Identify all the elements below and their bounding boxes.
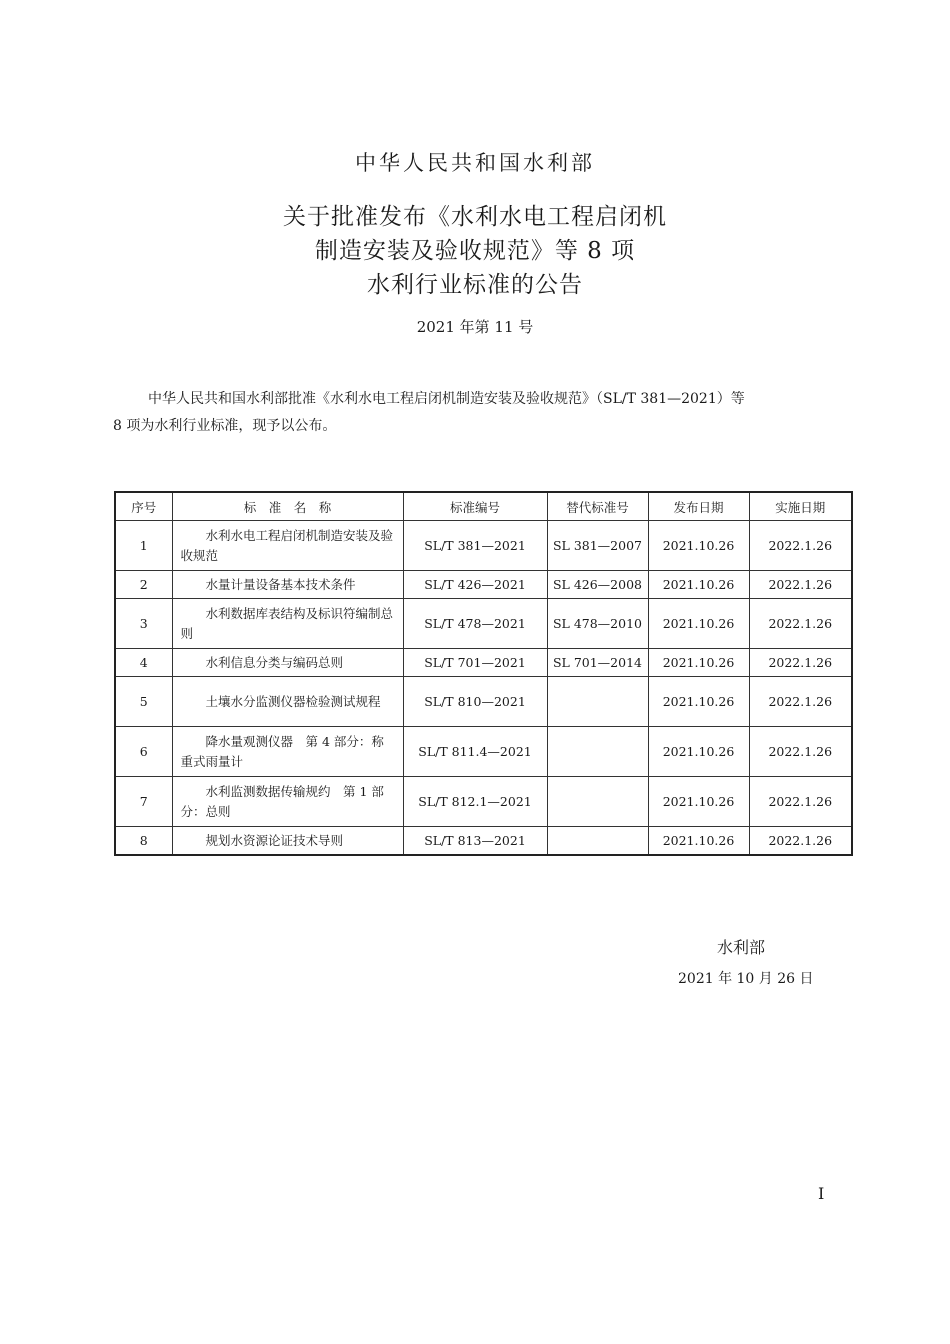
- cell-name-text: 降水量观测仪器 第 4 部分：称重式雨量计: [180, 733, 384, 769]
- cell-name: [172, 827, 403, 856]
- body-paragraph-line-2: 8 项为水利行业标准，现予以公布。: [113, 418, 337, 434]
- col-header-code: 标准编号: [403, 492, 547, 521]
- cell-replaces: [547, 827, 648, 856]
- col-header-published: 发布日期: [648, 492, 749, 521]
- col-header-effective: 实施日期: [749, 492, 852, 521]
- cell-effective: 2022.1.26: [749, 827, 852, 856]
- cell-published: 2021.10.26: [648, 571, 749, 599]
- document-number: 2021 年第 11 号: [416, 318, 534, 336]
- cell-code: SL/T 701—2021: [403, 649, 547, 677]
- cell-name: [172, 677, 403, 727]
- table-row: [115, 677, 852, 727]
- cell-code: SL/T 813—2021: [403, 827, 547, 856]
- cell-published: 2021.10.26: [648, 777, 749, 827]
- announcement-title-line-1: 关于批准发布《水利水电工程启闭机: [283, 204, 667, 230]
- cell-name-text: 水利监测数据传输规约 第 1 部分：总则: [180, 783, 384, 819]
- cell-effective: 2022.1.26: [749, 571, 852, 599]
- table-row: [115, 649, 852, 677]
- cell-name: [172, 777, 403, 827]
- cell-no: 6: [115, 727, 172, 777]
- cell-published: 2021.10.26: [648, 521, 749, 571]
- standards-table: [114, 491, 853, 856]
- cell-replaces: SL 701—2014: [547, 649, 648, 677]
- cell-no: 7: [115, 777, 172, 827]
- col-header-name: 标 准 名 称: [172, 492, 403, 521]
- cell-published: 2021.10.26: [648, 827, 749, 856]
- cell-published: 2021.10.26: [648, 649, 749, 677]
- table-header-row: [115, 492, 852, 521]
- cell-name-text: 水量计量设备基本技术条件: [205, 576, 356, 592]
- cell-replaces: [547, 677, 648, 727]
- cell-effective: 2022.1.26: [749, 521, 852, 571]
- table-row: [115, 727, 852, 777]
- cell-no: 4: [115, 649, 172, 677]
- cell-name-text: 水利数据库表结构及标识符编制总则: [180, 605, 394, 641]
- signature-date: 2021 年 10 月 26 日: [678, 971, 814, 987]
- cell-replaces: SL 381—2007: [547, 521, 648, 571]
- cell-effective: 2022.1.26: [749, 677, 852, 727]
- cell-no: 3: [115, 599, 172, 649]
- cell-no: 2: [115, 571, 172, 599]
- cell-effective: 2022.1.26: [749, 649, 852, 677]
- cell-name-text: 水利水电工程启闭机制造安装及验收规范: [180, 527, 394, 563]
- body-paragraph-line-1: 中华人民共和国水利部批准《水利水电工程启闭机制造安装及验收规范》（SL/T 381—2021）等: [148, 391, 745, 407]
- page-number: I: [818, 1184, 825, 1203]
- cell-published: 2021.10.26: [648, 677, 749, 727]
- table-row: [115, 571, 852, 599]
- table-row: [115, 599, 852, 649]
- issuer-heading: 中华人民共和国水利部: [355, 151, 595, 175]
- cell-code: SL/T 812.1—2021: [403, 777, 547, 827]
- table-row: [115, 827, 852, 856]
- cell-code: SL/T 811.4—2021: [403, 727, 547, 777]
- cell-name: [172, 727, 403, 777]
- cell-name: [172, 649, 403, 677]
- cell-name: [172, 521, 403, 571]
- cell-code: SL/T 426—2021: [403, 571, 547, 599]
- cell-replaces: [547, 727, 648, 777]
- cell-replaces: SL 478—2010: [547, 599, 648, 649]
- cell-published: 2021.10.26: [648, 599, 749, 649]
- cell-code: SL/T 478—2021: [403, 599, 547, 649]
- cell-no: 8: [115, 827, 172, 856]
- cell-no: 1: [115, 521, 172, 571]
- cell-name-text: 水利信息分类与编码总则: [205, 654, 344, 670]
- signature-department: 水利部: [717, 938, 766, 957]
- col-header-no: 序号: [115, 492, 172, 521]
- cell-replaces: SL 426—2008: [547, 571, 648, 599]
- col-header-replaces: 替代标准号: [547, 492, 648, 521]
- cell-published: 2021.10.26: [648, 727, 749, 777]
- cell-name: [172, 599, 403, 649]
- cell-name: [172, 571, 403, 599]
- cell-name-text: 土壤水分监测仪器检验测试规程: [205, 693, 381, 709]
- cell-code: SL/T 381—2021: [403, 521, 547, 571]
- cell-effective: 2022.1.26: [749, 599, 852, 649]
- cell-effective: 2022.1.26: [749, 727, 852, 777]
- cell-code: SL/T 810—2021: [403, 677, 547, 727]
- cell-name-text: 规划水资源论证技术导则: [205, 832, 344, 848]
- cell-no: 5: [115, 677, 172, 727]
- cell-replaces: [547, 777, 648, 827]
- cell-effective: 2022.1.26: [749, 777, 852, 827]
- table-row: [115, 521, 852, 571]
- announcement-title-line-2: 制造安装及验收规范》等 8 项: [314, 238, 636, 264]
- table-row: [115, 777, 852, 827]
- announcement-title-line-3: 水利行业标准的公告: [367, 272, 583, 298]
